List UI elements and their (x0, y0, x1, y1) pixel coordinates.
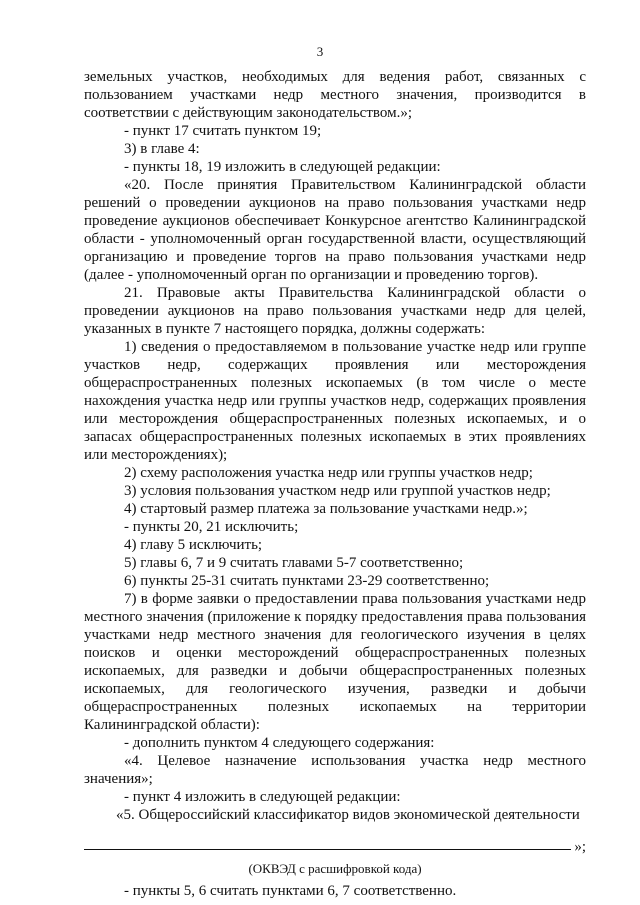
paragraph-21-item-4: 4) стартовый размер платежа за пользование участками недр.»; (124, 501, 528, 517)
text-line: «5. Общероссийский классификатор видов экономической деятельности (116, 807, 580, 823)
text-line: 3) в главе 4: (124, 141, 200, 157)
page-number: 3 (316, 44, 324, 59)
blank-closing-quote: »; (574, 839, 586, 855)
paragraph-20: «20. После принятия Правительством Калининградской области решений о проведении аукционов на право пользования участками недр проведение аукционов обеспечивает Конкурсное агентство Калининградской области - уполномоченный орган государственной власти, осуществляющий организацию и проведение торгов на право пользования участками недр (далее - уполномоченный орган по организации и проведению торгов). (84, 177, 586, 283)
text-line: - пункты 18, 19 изложить в следующей редакции: (124, 159, 441, 175)
blank-underline (84, 849, 571, 850)
text-line: - пункты 5, 6 считать пунктами 6, 7 соответственно. (124, 883, 457, 899)
paragraph-21-item-2: 2) схему расположения участка недр или группы участков недр; (124, 465, 533, 481)
text-line: - пункт 4 изложить в следующей редакции: (124, 789, 401, 805)
text-line: земельных участков, необходимых для ведения работ, связанных с (84, 69, 586, 85)
text-line: 6) пункты 25-31 считать пунктами 23-29 соответственно; (124, 573, 490, 589)
paragraph-7: 7) в форме заявки о предоставлении права пользования участками недр местного значения (приложение к порядку предоставления права пользования участками недр местного значения для геологического изучения в целях поисков и оценки месторождений общераспространенных полезных ископаемых, для разведки и добычи общераспространенных полезных ископаемых, для геологического изучения, разведки и добычи общераспространенных полезных ископаемых на территории Калининградской области): (84, 591, 586, 733)
document-body (84, 68, 586, 900)
paragraph-21: 21. Правовые акты Правительства Калининградской области о проведении аукционов на право пользования участками недр для целей, указанных в пункте 7 настоящего порядка, должны содержать: (84, 285, 586, 337)
text-line: - пункты 20, 21 исключить; (124, 519, 299, 535)
fill-in-blank (84, 824, 586, 860)
paragraph-21-item-1: 1) сведения о предоставляемом в пользование участке недр или группе участков недр, содержащих проявления или месторождения общераспространенных полезных ископаемых (в том числе о месте нахождения участка недр или группы участков недр, содержащих проявления или месторождения общераспространенных полезных ископаемых, и о запасах общераспространенных полезных ископаемых в этих проявлениях или месторождениях); (84, 339, 586, 463)
text-line: - дополнить пунктом 4 следующего содержания: (124, 735, 435, 751)
text-line: - пункт 17 считать пунктом 19; (124, 123, 322, 139)
text-line: 4) главу 5 исключить; (124, 537, 263, 553)
paragraph-4: «4. Целевое назначение использования участка недр местного значения»; (84, 753, 586, 787)
paragraph-21-item-3: 3) условия пользования участком недр или группой участков недр; (124, 483, 551, 499)
text-line: соответствии с действующим законодательством.»; (84, 105, 413, 121)
text-line: 5) главы 6, 7 и 9 считать главами 5-7 соответственно; (124, 555, 464, 571)
blank-caption: (ОКВЭД с расшифровкой кода) (248, 861, 422, 876)
text-line: пользованием участками недр местного значения, производится в (84, 87, 586, 103)
